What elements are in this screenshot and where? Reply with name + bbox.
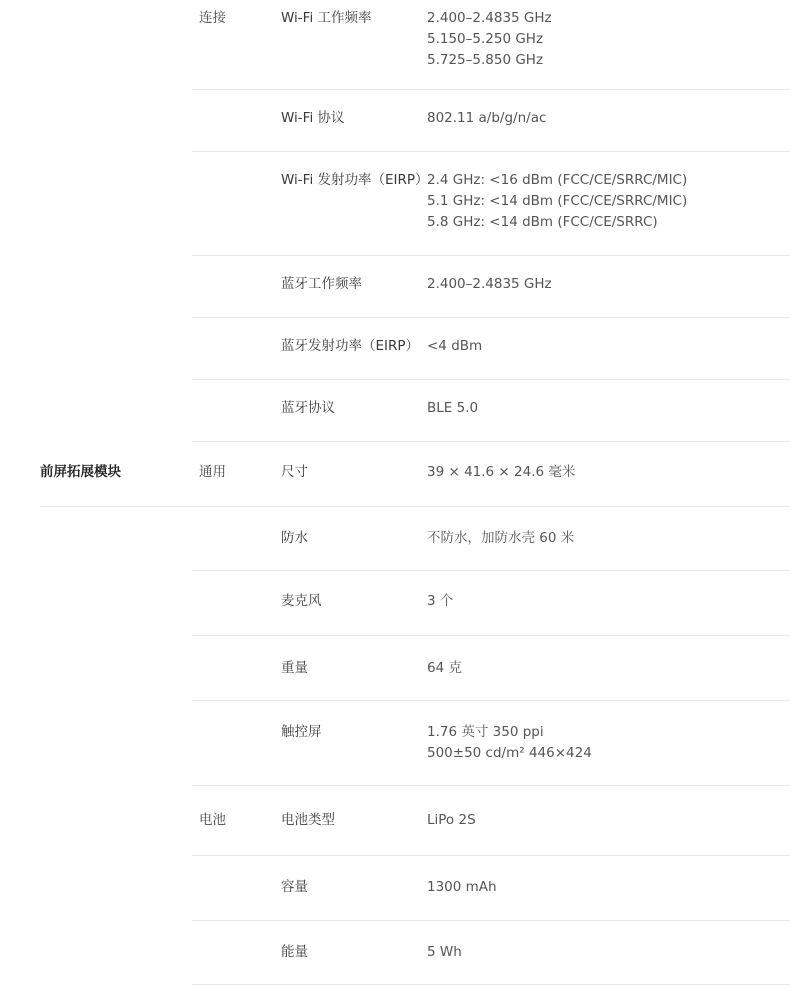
spec-value-line: 5.1 GHz: <14 dBm (FCC/CE/SRRC/MIC) <box>427 193 688 209</box>
spec-value-line: 1300 mAh <box>427 879 497 895</box>
spec-value-line: LiPo 2S <box>427 812 476 828</box>
spec-name: 触控屏 <box>281 724 322 740</box>
spec-value-line: 2.400–2.4835 GHz <box>427 276 552 292</box>
group-label: 通用 <box>199 464 226 480</box>
spec-value <box>427 8 552 71</box>
spec-row <box>192 786 790 856</box>
spec-row <box>192 856 790 921</box>
spec-value-line: 39 × 41.6 × 24.6 毫米 <box>427 464 576 480</box>
spec-name: 防水 <box>281 530 308 546</box>
section-label: 前屏拓展模块 <box>40 464 121 480</box>
spec-value-line: 2.400–2.4835 GHz <box>427 10 552 26</box>
spec-value-line: 3 个 <box>427 593 454 609</box>
spec-name: 容量 <box>281 879 308 895</box>
spec-row <box>192 0 790 90</box>
spec-value <box>427 658 462 679</box>
spec-value-line: 5.150–5.250 GHz <box>427 31 544 47</box>
spec-value <box>427 398 478 419</box>
spec-value <box>427 591 453 612</box>
spec-row <box>192 152 790 256</box>
spec-row <box>40 442 790 507</box>
spec-name: 电池类型 <box>281 812 335 828</box>
spec-row <box>192 701 790 786</box>
spec-row <box>192 921 790 985</box>
spec-value <box>427 877 497 898</box>
spec-value <box>427 170 687 233</box>
spec-value <box>427 528 574 549</box>
spec-name: Wi-Fi 工作频率 <box>281 10 372 26</box>
spec-value <box>427 722 592 764</box>
spec-name: 重量 <box>281 660 308 676</box>
group-label: 电池 <box>199 812 226 828</box>
spec-value-line: 5 Wh <box>427 944 462 960</box>
spec-value <box>427 462 575 483</box>
spec-row <box>192 90 790 152</box>
spec-value <box>427 274 552 295</box>
spec-value <box>427 810 476 831</box>
spec-value <box>427 336 482 357</box>
spec-value-line: 802.11 a/b/g/n/ac <box>427 110 547 126</box>
spec-name: Wi-Fi 发射功率（EIRP） <box>281 172 429 188</box>
spec-value-line: 500±50 cd/m² 446×424 <box>427 745 592 761</box>
spec-value <box>427 942 462 963</box>
spec-name: 尺寸 <box>281 464 308 480</box>
spec-value-line: BLE 5.0 <box>427 400 479 416</box>
spec-row <box>192 507 790 571</box>
spec-value-line: 2.4 GHz: <16 dBm (FCC/CE/SRRC/MIC) <box>427 172 688 188</box>
spec-name: 蓝牙发射功率（EIRP） <box>281 338 420 354</box>
group-label: 连接 <box>199 10 226 26</box>
spec-row <box>192 636 790 701</box>
spec-value-line: 5.8 GHz: <14 dBm (FCC/CE/SRRC) <box>427 214 658 230</box>
spec-row <box>192 380 790 442</box>
spec-value-line: 不防水，加防水壳 60 米 <box>427 530 575 546</box>
spec-name: 蓝牙协议 <box>281 400 335 416</box>
spec-value-line: 5.725–5.850 GHz <box>427 52 544 68</box>
spec-name: Wi-Fi 协议 <box>281 110 345 126</box>
spec-value-line: 64 克 <box>427 660 462 676</box>
spec-value-line: 1.76 英寸 350 ppi <box>427 724 544 740</box>
spec-row <box>192 256 790 318</box>
spec-name: 蓝牙工作频率 <box>281 276 362 292</box>
spec-name: 麦克风 <box>281 593 322 609</box>
spec-row <box>192 571 790 636</box>
spec-value <box>427 108 546 129</box>
spec-row <box>192 318 790 380</box>
spec-value-line: <4 dBm <box>427 338 483 354</box>
spec-name: 能量 <box>281 944 308 960</box>
